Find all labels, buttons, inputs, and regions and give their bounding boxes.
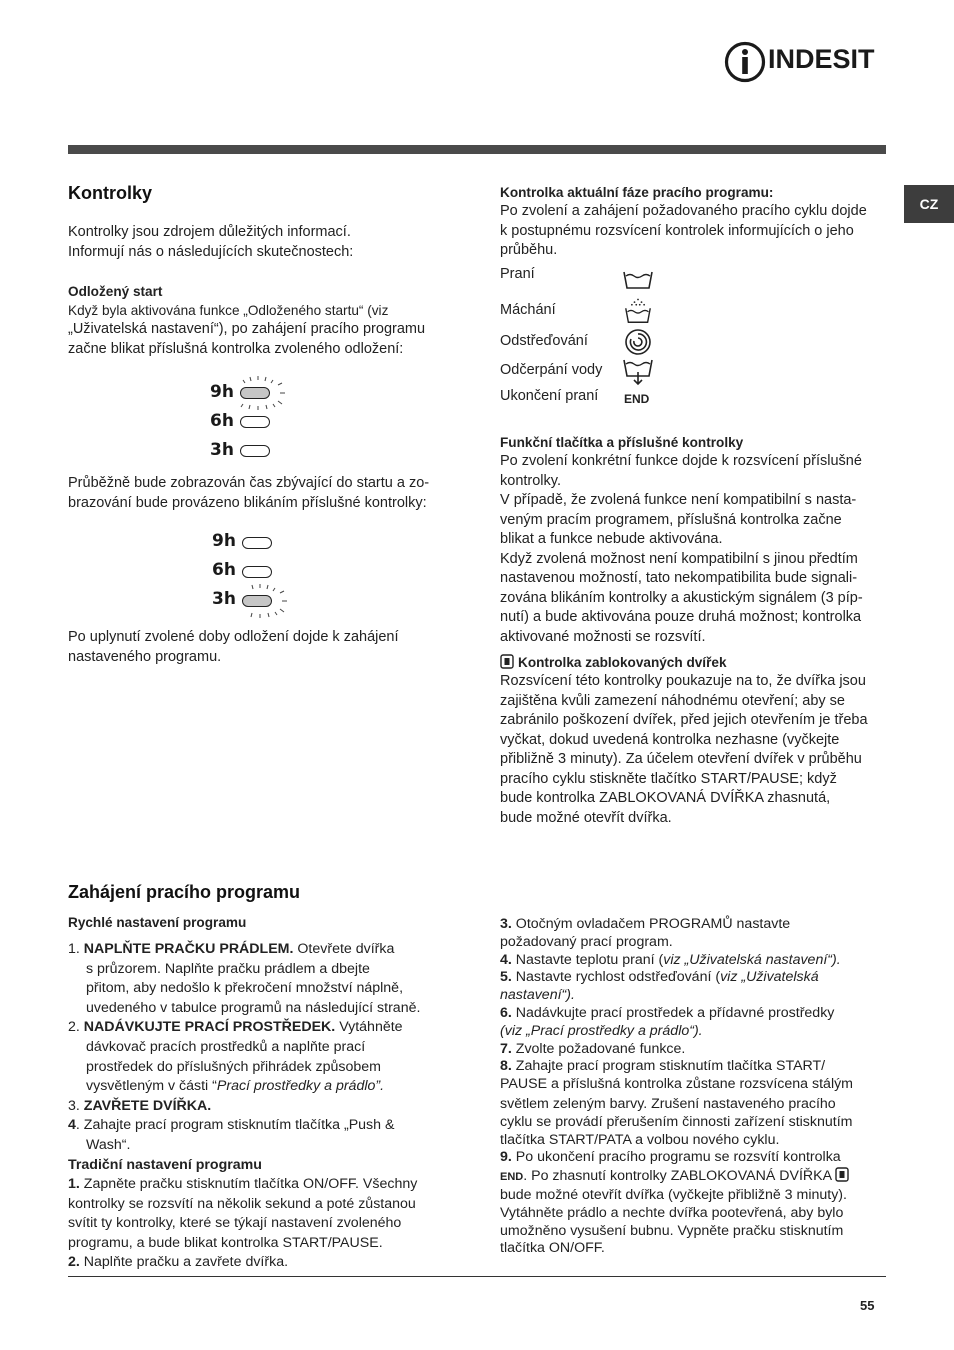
step-italic: viz „Uživatelská nastavení“). xyxy=(663,951,841,968)
step-num: 3 xyxy=(68,1097,76,1114)
timer-light-6h xyxy=(240,416,270,428)
step-line xyxy=(68,1077,468,1097)
phase-line: Po zvolení a zahájení požadovaného pracího cyklu dojde xyxy=(500,203,867,219)
step-line: svítit ty kontrolky, které se týkají nastavení zvoleného xyxy=(68,1215,402,1232)
func-text xyxy=(500,452,890,647)
spin-icon xyxy=(622,328,654,356)
trad-step-1 xyxy=(68,1175,468,1195)
door-line: Rozsvícení této kontrolky poukazuje na to, že dvířka jsou xyxy=(500,673,866,689)
step-line: Vytáhněte prádlo a nechte dvířka pootevřená, aby bylo xyxy=(500,1204,844,1221)
brand-name: INDESIT xyxy=(768,44,875,74)
rinse-icon xyxy=(622,296,654,324)
func-line: kontrolky. xyxy=(500,472,561,489)
step-line: uvedeného v tabulce programů na následující straně. xyxy=(86,999,421,1016)
step-num: 7. xyxy=(500,1040,512,1057)
step-line: požadovaný prací program. xyxy=(500,933,673,950)
step-num: 2 xyxy=(68,1019,76,1036)
door-line: bude možné otevřít dvířka. xyxy=(500,809,672,826)
delay-line: začne blikat příslušná kontrolka zvoleného odložení: xyxy=(68,340,404,357)
step-italic: Prací prostředky a prádlo”. xyxy=(216,1078,385,1095)
step-bold: ZAVŘETE DVÍŘKA. xyxy=(83,1097,212,1114)
door-lock-icon xyxy=(835,1167,849,1182)
step-text: Po ukončení pracího programu se rozsvítí kontrolka xyxy=(511,1149,841,1166)
wash-tub-icon xyxy=(622,264,654,292)
door-line: pracího cyklu stiskněte tlačítko START/PAUSE; když xyxy=(500,770,837,787)
end-line: Po uplynutí zvolené doby odložení dojde k zahájení xyxy=(68,629,399,645)
phase-title: Kontrolka aktuální fáze pracího programu: xyxy=(500,185,774,200)
step-3: 3. ZAVŘETE DVÍŘKA. xyxy=(68,1097,212,1114)
timer-label-9h: 9h xyxy=(212,531,236,551)
step-text: . Zahajte prací program stisknutím tlačítka „Push & xyxy=(75,1117,395,1134)
phase-label-prani: Praní xyxy=(500,266,535,282)
mid-line: Průběžně bude zobrazován čas zbývající do startu a zo- xyxy=(68,475,430,491)
step-num: 5. xyxy=(500,969,512,986)
page-number: 55 xyxy=(860,1298,875,1313)
trad-step-5 xyxy=(500,969,890,987)
trad-step-7 xyxy=(500,1041,890,1059)
phase-line: k postupnému rozsvícení kontrolek informujících o jeho xyxy=(500,222,854,239)
step-text: Otevřete dvířka xyxy=(293,941,395,957)
blink-rays-icon xyxy=(232,582,288,620)
phase-label-odcerpani: Odčerpání vody xyxy=(500,362,603,378)
step-text: Zvolte požadované funkce. xyxy=(511,1040,686,1057)
step-text: . Po zhasnutí kontrolky ZABLOKOVANÁ DVÍŘKA xyxy=(523,1168,832,1185)
phase-line: průběhu. xyxy=(500,242,558,258)
step-1: 1. NAPLŇTE PRAČKU PRÁDLEM. Otevřete dvířka xyxy=(68,941,395,957)
mid-text xyxy=(68,474,468,513)
step-text: vysvětleným v části “ xyxy=(86,1078,217,1095)
trad-step-4 xyxy=(500,952,890,970)
step-text: Otočným ovladačem PROGRAMŮ nastavte xyxy=(511,916,791,932)
step-line: (viz „Prací prostředky a prádlo“). xyxy=(500,1022,703,1039)
step-text: Naplňte pračku a zavřete dvířka. xyxy=(79,1253,289,1270)
func-line: zována blikáním kontrolky a akustickým signálem (3 píp- xyxy=(500,589,863,606)
quick-steps xyxy=(68,940,468,1270)
step-line: cyklu se provádí přerušením činnosti zařízení stisknutím xyxy=(500,1113,853,1130)
door-line: zabránilo poškození dvířek, před jejich otevřením je třeba xyxy=(500,712,868,728)
door-lock-icon xyxy=(500,654,514,669)
door-title: Kontrolka zablokovaných dvířek xyxy=(518,655,727,670)
trad-title: Tradiční nastavení programu xyxy=(68,1156,262,1173)
step-text: Vytáhněte xyxy=(335,1019,403,1036)
step-num: 1 xyxy=(68,941,76,957)
section-title-kontrolky: Kontrolky xyxy=(68,183,153,203)
timer-light-9h xyxy=(242,537,272,549)
step-line: bude možné otevřít dvířka (vyčkejte přibližně 3 minuty). xyxy=(500,1186,847,1203)
step-text: Zapněte pračku stisknutím tlačítka ON/OFF. Všechny xyxy=(79,1176,418,1193)
door-line: přibližně 3 minuty). Za účelem otevření dvířek v průběhu xyxy=(500,751,862,767)
delay-indicator-group xyxy=(210,531,300,615)
language-tab: CZ xyxy=(904,185,954,223)
door-text xyxy=(500,672,890,828)
phase-text xyxy=(500,202,890,261)
kontrolky-intro xyxy=(68,223,468,262)
step-text: Nastavte rychlost odstřeďování ( xyxy=(511,969,721,986)
step-line: kontrolky se rozsvítí na několik sekund a poté zůstanou xyxy=(68,1195,416,1212)
delay-line: Když byla aktivována funkce „Odloženého startu“ (viz xyxy=(68,303,389,318)
timer-light-3h xyxy=(240,445,270,457)
header-bar xyxy=(68,145,886,154)
drain-icon xyxy=(622,358,654,386)
delay-title: Odložený start xyxy=(68,284,163,299)
delay-indicator-group xyxy=(208,380,298,464)
door-line: zajištěna kvůli zamezení náhodnému otevření; aby se xyxy=(500,692,845,709)
step-4 xyxy=(68,1116,468,1136)
step-num: 3. xyxy=(500,916,512,932)
func-line: aktivované možnosti se rozsvítí. xyxy=(500,628,706,645)
end-indicator-icon: END xyxy=(624,392,650,406)
func-line: Po zvolení konkrétní funkce dojde k rozsvícení příslušné xyxy=(500,453,862,469)
trad-steps-right xyxy=(500,916,890,1258)
step-line: programu, a bude blikat kontrolka START/PAUSE. xyxy=(68,1234,383,1251)
step-num: 4. xyxy=(500,951,512,968)
step-italic: viz „Uživatelská xyxy=(720,969,819,986)
step-bold: NADÁVKUJTE PRACÍ PROSTŘEDEK. xyxy=(83,1019,336,1036)
step-bold: NAPLŇTE PRAČKU PRÁDLEM. xyxy=(83,941,294,957)
phase-label-ukonceni: Ukončení praní xyxy=(500,388,599,404)
intro-line: Kontrolky jsou zdrojem důležitých informací. xyxy=(68,224,351,240)
mid-line: brazování bude provázeno blikáním příslušné kontrolky: xyxy=(68,494,427,511)
func-line: nutí) a bude aktivována pouze druhá možnost; kontrolka xyxy=(500,609,862,625)
step-num: 8. xyxy=(500,1058,512,1075)
phase-label-odstredovani: Odstřeďování xyxy=(500,333,588,349)
step-text: Nadávkujte prací prostředek a přídavné prostředky xyxy=(511,1004,835,1021)
step-num: 1. xyxy=(68,1176,80,1193)
func-line: Když zvolená možnost není kompatibilní s jinou předtím xyxy=(500,550,858,567)
door-line: bude kontrolka ZABLOKOVANÁ DVÍŘKA zhasnutá, xyxy=(500,790,831,806)
door-line: vyčkat, dokud uvedená kontrolka nezhasne (vyčkejte xyxy=(500,731,840,748)
func-line: V případě, že zvolená funkce není kompatibilní s nasta- xyxy=(500,492,857,508)
func-title: Funkční tlačítka a příslušné kontrolky xyxy=(500,435,744,450)
step-line: světlem zeleným barvy. Zrušení nastaveného pracího xyxy=(500,1095,836,1112)
step-line: s průzorem. Naplňte pračku prádlem a dbejte xyxy=(86,960,370,977)
delay-line: „Uživatelská nastavení“), po zahájení pracího programu xyxy=(68,321,426,337)
trad-step-8 xyxy=(500,1058,890,1076)
timer-label-6h: 6h xyxy=(212,560,236,580)
brand-logo xyxy=(724,40,888,84)
timer-label-3h: 3h xyxy=(210,440,234,460)
func-line: nastavenou možností, tato nekompatibilita bude signali- xyxy=(500,570,858,586)
step-num: 2. xyxy=(68,1253,80,1270)
step-line: dávkovač pracích prostředků a naplňte prací xyxy=(86,1038,366,1055)
quick-title: Rychlé nastavení programu xyxy=(68,915,247,930)
trad-step-2 xyxy=(68,1254,468,1270)
step-line xyxy=(500,1167,890,1187)
delay-text xyxy=(68,301,468,359)
trad-step-9 xyxy=(500,1149,890,1167)
step-num: 9. xyxy=(500,1149,512,1166)
step-line: prostředek do příslušných přihrádek způsobem xyxy=(86,1058,381,1075)
section-title-start: Zahájení pracího programu xyxy=(68,882,301,902)
end-line: nastaveného programu. xyxy=(68,648,222,665)
footer-rule xyxy=(68,1276,886,1277)
step-text: Zahajte prací program stisknutím tlačítka START/ xyxy=(511,1058,826,1075)
timer-light-6h xyxy=(242,566,272,578)
timer-label-6h: 6h xyxy=(210,411,234,431)
timer-label-9h: 9h xyxy=(210,382,234,402)
timer-label-3h: 3h xyxy=(212,589,236,609)
indesit-i-icon xyxy=(724,40,766,84)
step-num: 4 xyxy=(68,1117,76,1134)
step-text: Nastavte teplotu praní ( xyxy=(511,951,664,968)
intro-line: Informují nás o následujících skutečnostech: xyxy=(68,243,354,260)
trad-step-6 xyxy=(500,1005,890,1023)
phase-label-machani: Máchání xyxy=(500,302,556,318)
func-line: veným pracím programem, příslušná kontrolka začne xyxy=(500,511,842,528)
step-line: tlačítka START/PATA a volbou nového cyklu. xyxy=(500,1131,780,1148)
step-line: PAUSE a příslušná kontrolka zůstane rozsvícena stálým xyxy=(500,1076,854,1093)
step-2: 2. NADÁVKUJTE PRACÍ PROSTŘEDEK. Vytáhněte xyxy=(68,1019,403,1036)
step-line: tlačítka ON/OFF. xyxy=(500,1240,605,1257)
step-line: Wash“. xyxy=(86,1136,131,1153)
step-line: přitom, aby nedošlo k překročení množství náplně, xyxy=(86,980,404,997)
step-num: 6. xyxy=(500,1004,512,1021)
func-line: blikat a funkce nebude aktivována. xyxy=(500,531,723,547)
step-line: umožněno vysušení bubnu. Vypněte pračku stisknutím xyxy=(500,1222,844,1239)
end-text xyxy=(68,628,468,667)
trad-step-3 xyxy=(500,916,890,934)
blink-rays-icon xyxy=(230,374,286,412)
step-line: nastavení“). xyxy=(500,987,575,1004)
end-indicator-icon: END xyxy=(500,1171,524,1184)
